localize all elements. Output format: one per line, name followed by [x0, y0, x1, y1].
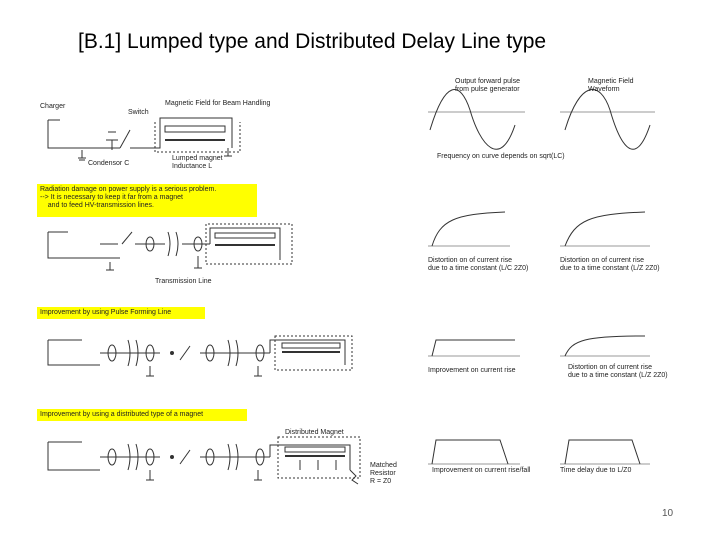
- transmission-line-label: Transmission Line: [155, 278, 212, 285]
- transmission-line-circuit: [48, 224, 292, 270]
- pfn-note: Improvement by using Pulse Forming Line: [37, 307, 205, 319]
- pfn-circuit: [48, 336, 352, 376]
- magnetic-field-label: Magnetic Field for Beam Handling: [165, 100, 271, 107]
- rise-curve-3: [560, 336, 650, 356]
- field-sine-wave: [560, 90, 655, 150]
- page-number: 10: [662, 508, 674, 519]
- distortion-label-2: Distortion on of current rise due to a time constant (L/Z 2Z0): [560, 257, 660, 272]
- distributed-circuit: [48, 437, 360, 484]
- matched-resistor-label: Matched Resistor R = Z0: [370, 462, 397, 485]
- improvement-rise-label: Improvement on current rise: [428, 367, 516, 374]
- rise-improved-1: [428, 340, 520, 356]
- rise-fall-pulse: [428, 440, 520, 464]
- distortion-label-1: Distortion on of current rise due to a time constant (L/C 2Z0): [428, 257, 529, 272]
- rise-curve-1: [428, 212, 510, 246]
- condensor-label: Condensor C: [88, 160, 130, 167]
- lumped-magnet-label: Lumped magnet Inductance L: [172, 155, 223, 170]
- improvement-rise-fall-label: Improvement on current rise/fall: [432, 467, 531, 474]
- output-sine-wave: [428, 90, 525, 150]
- distributed-note: Improvement by using a distributed type of a magnet: [37, 409, 247, 421]
- charger-label: Charger: [40, 103, 66, 110]
- radiation-note: Radiation damage on power supply is a serious problem. --> It is necessary to keep it far from a magnet and to feed HV-transmission lines.: [37, 184, 257, 217]
- lumped-circuit: [48, 118, 240, 160]
- page-title: [B.1] Lumped type and Distributed Delay Line type: [78, 30, 547, 53]
- frequency-note: Frequency on curve depends on sqrt(LC): [437, 153, 565, 160]
- delay-pulse: [560, 440, 650, 464]
- field-waveform-label: Magnetic Field Waveform: [588, 78, 634, 93]
- rise-curve-2: [560, 212, 650, 246]
- output-pulse-label: Output forward pulse from pulse generator: [455, 78, 520, 93]
- distributed-magnet-label: Distributed Magnet: [285, 429, 344, 436]
- distortion-label-3: Distortion on of current rise due to a time constant (L/Z 2Z0): [568, 364, 668, 379]
- time-delay-label: Time delay due to L/Z0: [560, 467, 632, 474]
- switch-label: Switch: [128, 109, 149, 116]
